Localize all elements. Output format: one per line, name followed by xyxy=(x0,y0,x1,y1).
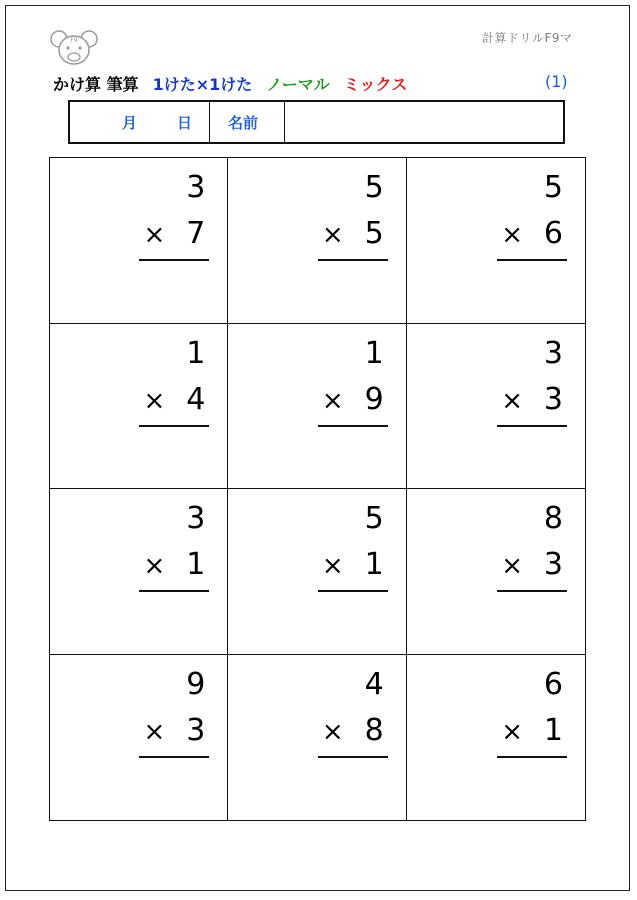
multiply-sign: × xyxy=(501,385,523,416)
multiplier: 1 xyxy=(364,547,384,582)
name-label: 名前 xyxy=(210,102,285,142)
problem-cell[interactable] xyxy=(228,158,406,324)
multiplier: 4 xyxy=(186,381,206,417)
multiply-sign: × xyxy=(321,220,344,250)
multiply-sign: × xyxy=(321,551,344,581)
date-field[interactable] xyxy=(70,102,210,142)
month-label: 月 xyxy=(122,113,138,132)
multiply-sign: × xyxy=(501,220,523,250)
problem-cell[interactable] xyxy=(50,158,228,324)
multiplicand: 3 xyxy=(186,170,206,205)
multiplicand: 1 xyxy=(364,335,384,371)
multiplicand: 1 xyxy=(186,335,206,371)
multiplier: 1 xyxy=(543,712,563,748)
title-part-1: かけ算 筆算 xyxy=(53,75,139,94)
problem-cell[interactable] xyxy=(407,655,585,821)
multiply-sign: × xyxy=(501,716,523,747)
multiplier: 1 xyxy=(186,547,206,582)
problem-cell[interactable] xyxy=(228,324,406,490)
multiplicand: 3 xyxy=(186,501,206,536)
answer-line xyxy=(497,259,567,261)
name-date-box xyxy=(68,100,565,144)
multiplier: 8 xyxy=(364,712,384,748)
answer-line xyxy=(497,756,567,758)
multiplicand: 5 xyxy=(364,170,384,205)
multiplier: 3 xyxy=(543,381,563,417)
multiply-sign: × xyxy=(501,551,523,581)
answer-line xyxy=(139,425,209,427)
problem-cell[interactable] xyxy=(228,489,406,655)
problem-cell[interactable] xyxy=(228,655,406,821)
brand-name: 計算ドリルF9マ xyxy=(482,31,573,45)
worksheet-title xyxy=(53,72,407,95)
title-part-4: ミックス xyxy=(343,75,408,94)
problem-cell[interactable] xyxy=(407,489,585,655)
answer-line xyxy=(318,756,388,758)
multiply-sign: × xyxy=(321,716,344,747)
multiplicand: 6 xyxy=(543,666,563,702)
answer-line xyxy=(318,425,388,427)
answer-line xyxy=(139,590,209,592)
answer-line xyxy=(139,259,209,261)
answer-line xyxy=(318,259,388,261)
answer-line xyxy=(497,425,567,427)
answer-line xyxy=(139,756,209,758)
multiply-sign: × xyxy=(143,551,166,581)
multiplicand: 5 xyxy=(543,170,563,205)
title-part-2: 1けた×1けた xyxy=(152,75,253,94)
multiply-sign: × xyxy=(143,385,166,416)
multiply-sign: × xyxy=(143,220,166,250)
name-field[interactable] xyxy=(285,102,563,142)
multiplicand: 5 xyxy=(364,501,384,536)
problem-cell[interactable] xyxy=(50,655,228,821)
multiplicand: 8 xyxy=(543,501,563,536)
title-part-3: ノーマル xyxy=(266,75,330,94)
answer-line xyxy=(497,590,567,592)
multiplicand: 3 xyxy=(543,335,563,371)
problem-grid xyxy=(49,157,586,821)
day-label: 日 xyxy=(177,113,193,132)
bear-face-icon xyxy=(48,28,100,68)
multiply-sign: × xyxy=(321,385,344,416)
multiplicand: 9 xyxy=(186,666,206,702)
multiplier: 7 xyxy=(186,216,206,251)
multiplicand: 4 xyxy=(364,666,384,702)
page-number: (1) xyxy=(545,72,568,91)
multiplier: 5 xyxy=(364,216,384,251)
multiplier: 6 xyxy=(543,216,563,251)
multiplier: 3 xyxy=(186,712,206,748)
problem-cell[interactable] xyxy=(407,158,585,324)
multiply-sign: × xyxy=(143,716,166,747)
problem-cell[interactable] xyxy=(407,324,585,490)
multiplier: 9 xyxy=(364,381,384,417)
problem-cell[interactable] xyxy=(50,489,228,655)
multiplier: 3 xyxy=(543,547,563,582)
problem-cell[interactable] xyxy=(50,324,228,490)
logo-text: F9 xyxy=(70,37,78,44)
answer-line xyxy=(318,590,388,592)
